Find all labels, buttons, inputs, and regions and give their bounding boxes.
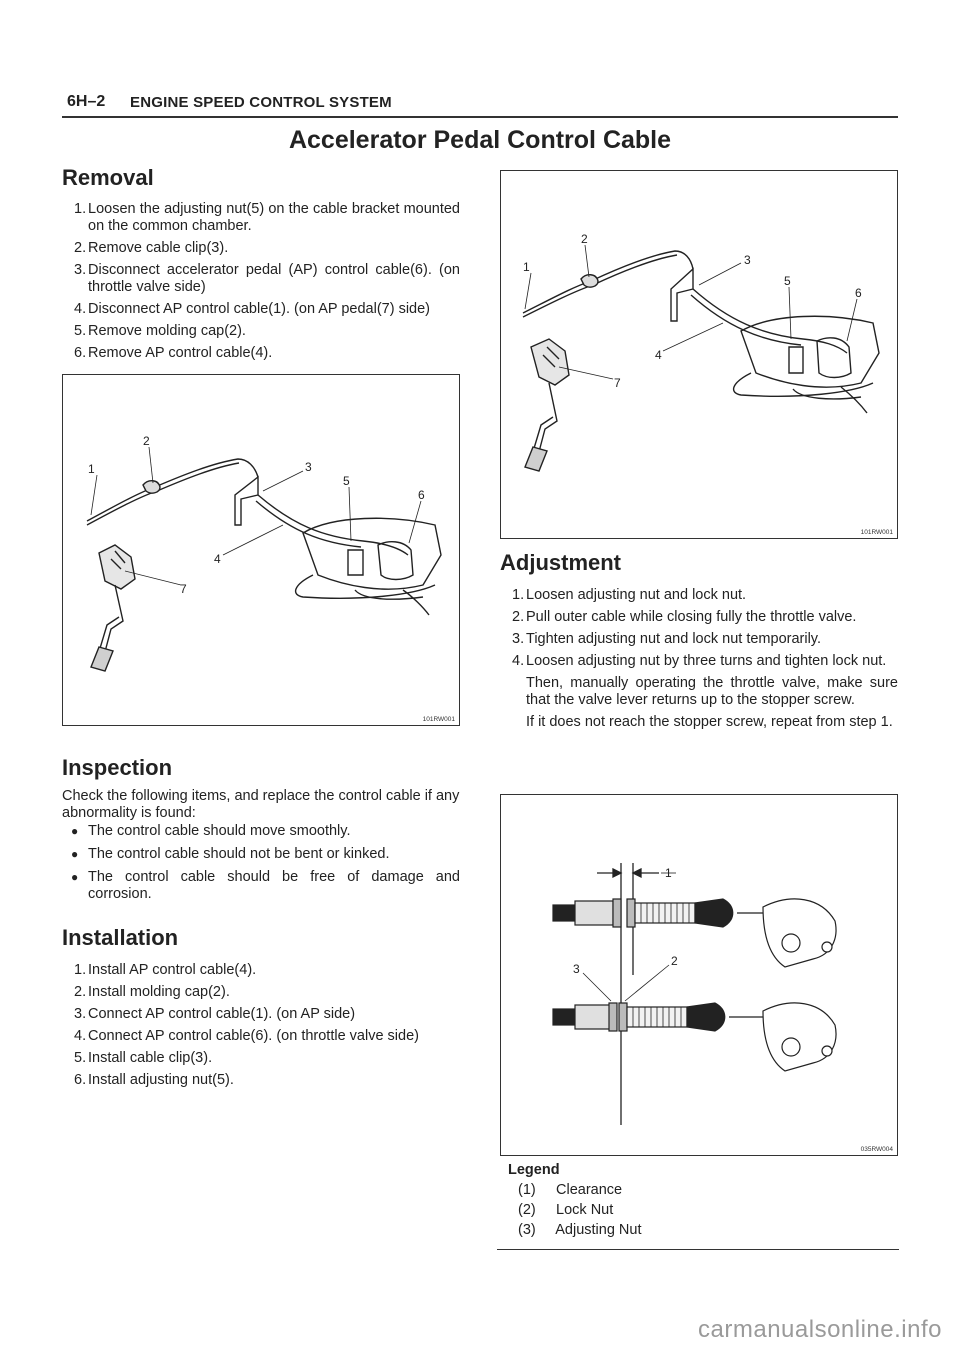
inspection-bullets (62, 823, 460, 909)
callout-label: 5 (343, 474, 350, 488)
callout-label: 3 (573, 962, 580, 976)
list-item: 2. Remove cable clip(3). (74, 240, 229, 256)
callout-label: 6 (855, 286, 862, 300)
figure-code: 101RW001 (422, 716, 455, 723)
callout-label: 1 (523, 260, 530, 274)
list-item: ● The control cable should move smoothly. (71, 823, 351, 839)
figure-cable-layout-left (62, 374, 460, 726)
watermark: carmanualsonline.info (698, 1316, 942, 1343)
list-item: 3. Disconnect accelerator pedal (AP) control cable(6). (on throttle valve side) (74, 262, 460, 295)
bottom-rule (497, 1249, 899, 1250)
list-item: 6. Remove AP control cable(4). (74, 345, 273, 361)
callout-label: 5 (784, 274, 791, 288)
figure-code: 101RW001 (860, 529, 893, 536)
callout-label: 3 (305, 460, 312, 474)
legend-title: Legend (508, 1162, 560, 1178)
bullet-icon: ● (71, 847, 79, 861)
list-item: 1. Loosen adjusting nut and lock nut. (512, 587, 747, 603)
step-note: If it does not reach the stopper screw, repeat from step 1. (526, 714, 893, 730)
callout-label: 2 (671, 954, 678, 968)
installation-steps (62, 962, 460, 1094)
callout-label: 2 (143, 434, 150, 448)
callout-label: 1 (88, 462, 95, 476)
list-item: ● The control cable should not be bent or kinked. (71, 846, 390, 862)
cable-layout-illustration (501, 171, 897, 538)
bullet-icon: ● (71, 824, 79, 838)
cable-layout-illustration (63, 375, 459, 725)
removal-steps (62, 201, 460, 367)
page-number: 6H–2 (67, 93, 106, 110)
list-item: 1. Install AP control cable(4). (74, 962, 257, 978)
callout-label: 2 (581, 232, 588, 246)
list-item: 6. Install adjusting nut(5). (74, 1072, 234, 1088)
list-item: 5. Install cable clip(3). (74, 1050, 213, 1066)
installation-heading: Installation (62, 925, 179, 950)
list-item: 3. Tighten adjusting nut and lock nut temporarily. (512, 631, 821, 647)
header-rule (62, 116, 898, 118)
figure-code: 035RW004 (860, 1146, 893, 1153)
list-item: 1. Loosen the adjusting nut(5) on the cable bracket mounted on the common chamber. (74, 201, 460, 234)
legend-item: (3) Adjusting Nut (518, 1222, 642, 1238)
removal-heading: Removal (62, 165, 154, 190)
callout-label: 6 (418, 488, 425, 502)
list-item: 4. Loosen adjusting nut by three turns and tighten lock nut. Then, manually operating the throttle valve, make sure that the valve lever returns up to the stopper screw. If it does not reach the stopper screw, repeat from step 1. (512, 653, 898, 730)
callout-label: 3 (744, 253, 751, 267)
legend (508, 1160, 641, 1240)
inspection-heading: Inspection (62, 755, 173, 780)
list-item: 4. Disconnect AP control cable(1). (on AP pedal(7) side) (74, 301, 431, 317)
list-item: 4. Connect AP control cable(6). (on throttle valve side) (74, 1028, 419, 1044)
callout-label: 4 (214, 552, 221, 566)
callout-label: 7 (614, 376, 621, 390)
figure-adjustment (500, 794, 898, 1156)
callout-label: 1 (665, 866, 672, 880)
step-note: Then, manually operating the throttle valve, make sure that the valve lever returns up to the stopper screw. (526, 675, 898, 708)
inspection-intro: Check the following items, and replace the control cable if any abnormality is found: (62, 788, 460, 821)
bullet-icon: ● (71, 870, 79, 884)
list-item: ● The control cable should be free of damage and corrosion. (71, 869, 460, 902)
adjustment-heading: Adjustment (500, 550, 621, 575)
page-title: Accelerator Pedal Control Cable (288, 126, 672, 154)
section-title: ENGINE SPEED CONTROL SYSTEM (130, 94, 392, 111)
legend-item: (2) Lock Nut (518, 1202, 614, 1218)
list-item: 2. Pull outer cable while closing fully the throttle valve. (512, 609, 857, 625)
list-item: 5. Remove molding cap(2). (74, 323, 246, 339)
adjustment-illustration (501, 795, 897, 1155)
list-item: 3. Connect AP control cable(1). (on AP side) (74, 1006, 356, 1022)
legend-item: (1) Clearance (518, 1182, 623, 1198)
adjustment-steps (500, 587, 898, 736)
callout-label: 4 (655, 348, 662, 362)
list-item: 2. Install molding cap(2). (74, 984, 230, 1000)
callout-label: 7 (180, 582, 187, 596)
figure-cable-layout-right (500, 170, 898, 539)
